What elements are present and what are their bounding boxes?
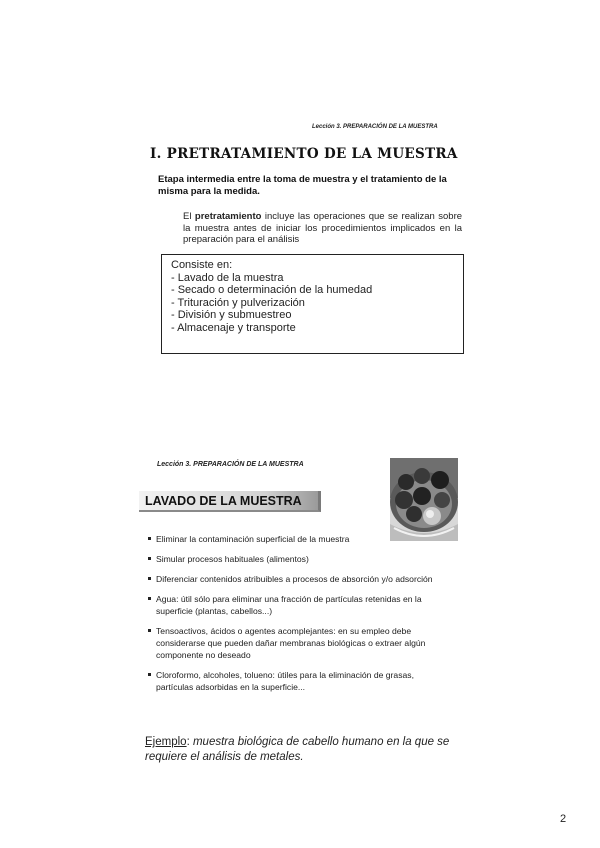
- example-label: Ejemplo: [145, 736, 187, 748]
- box-item: - Trituración y pulverización: [171, 296, 305, 309]
- bullet-icon: [148, 673, 151, 676]
- bullet-text: Simular procesos habituales (alimentos): [156, 554, 309, 564]
- bullet-icon: [148, 557, 151, 560]
- lesson-header-1: Lección 3. PREPARACIÓN DE LA MUESTRA: [312, 124, 438, 130]
- para-keyword: pretratamiento: [194, 211, 262, 222]
- para-prefix: El: [183, 211, 192, 222]
- intro-text: Etapa intermedia entre la toma de muestra y el tratamiento de la misma para la medida.: [158, 174, 447, 197]
- washing-vegetables-photo: [390, 458, 458, 541]
- example-text: muestra biológica de cabello humano en la que se requiere el análisis de metales.: [145, 736, 450, 763]
- para-rest: incluye las operaciones que se realizan sobre la muestra antes de iniciar los procedimientos implicados en la preparación para el análisis: [183, 211, 463, 245]
- list-item: [148, 553, 448, 565]
- example-colon: :: [186, 736, 190, 748]
- bullet-icon: [148, 597, 151, 600]
- box-item: - Lavado de la muestra: [171, 271, 284, 284]
- lavado-bullet-list: [148, 533, 448, 701]
- list-item: [148, 625, 448, 661]
- bullet-text: Agua: útil sólo para eliminar una fracción de partículas retenidas en la superficie (plantas, cabellos...): [156, 594, 422, 616]
- box-item: - Secado o determinación de la humedad: [171, 284, 373, 297]
- bullet-text: Eliminar la contaminación superficial de la muestra: [156, 534, 350, 544]
- list-item: [148, 573, 448, 585]
- bullet-icon: [148, 629, 151, 632]
- box-item: - Almacenaje y transporte: [171, 321, 296, 334]
- box-heading: Consiste en:: [171, 259, 233, 271]
- lavado-section-header: LAVADO DE LA MUESTRA: [139, 491, 321, 512]
- bullet-icon: [148, 577, 151, 580]
- bullet-text: Tensoactivos, ácidos o agentes acomplejantes: en su empleo debe considerarse que pueden dañar membranas biológicas o extraer algún componente no deseado: [156, 626, 426, 660]
- bullet-icon: [148, 537, 151, 540]
- list-item: [148, 669, 448, 693]
- bullet-text: Cloroformo, alcoholes, tolueno: útiles para la eliminación de grasas, partículas adsorbidas en la superficie...: [156, 670, 414, 692]
- section-title-pretratamiento: I. PRETRATAMIENTO DE LA MUESTRA: [150, 146, 458, 162]
- example-paragraph: [145, 735, 455, 765]
- bullet-text: Diferenciar contenidos atribuibles a procesos de absorción y/o adsorción: [156, 574, 433, 584]
- consiste-box: [161, 254, 464, 354]
- page-number: 2: [560, 813, 567, 825]
- photo-illustration: [390, 458, 458, 541]
- lesson-header-2: Lección 3. PREPARACIÓN DE LA MUESTRA: [157, 461, 304, 468]
- list-item: [148, 593, 448, 617]
- pretratamiento-paragraph: [183, 211, 462, 246]
- box-item: - División y submuestreo: [171, 309, 292, 322]
- list-item: [148, 533, 448, 545]
